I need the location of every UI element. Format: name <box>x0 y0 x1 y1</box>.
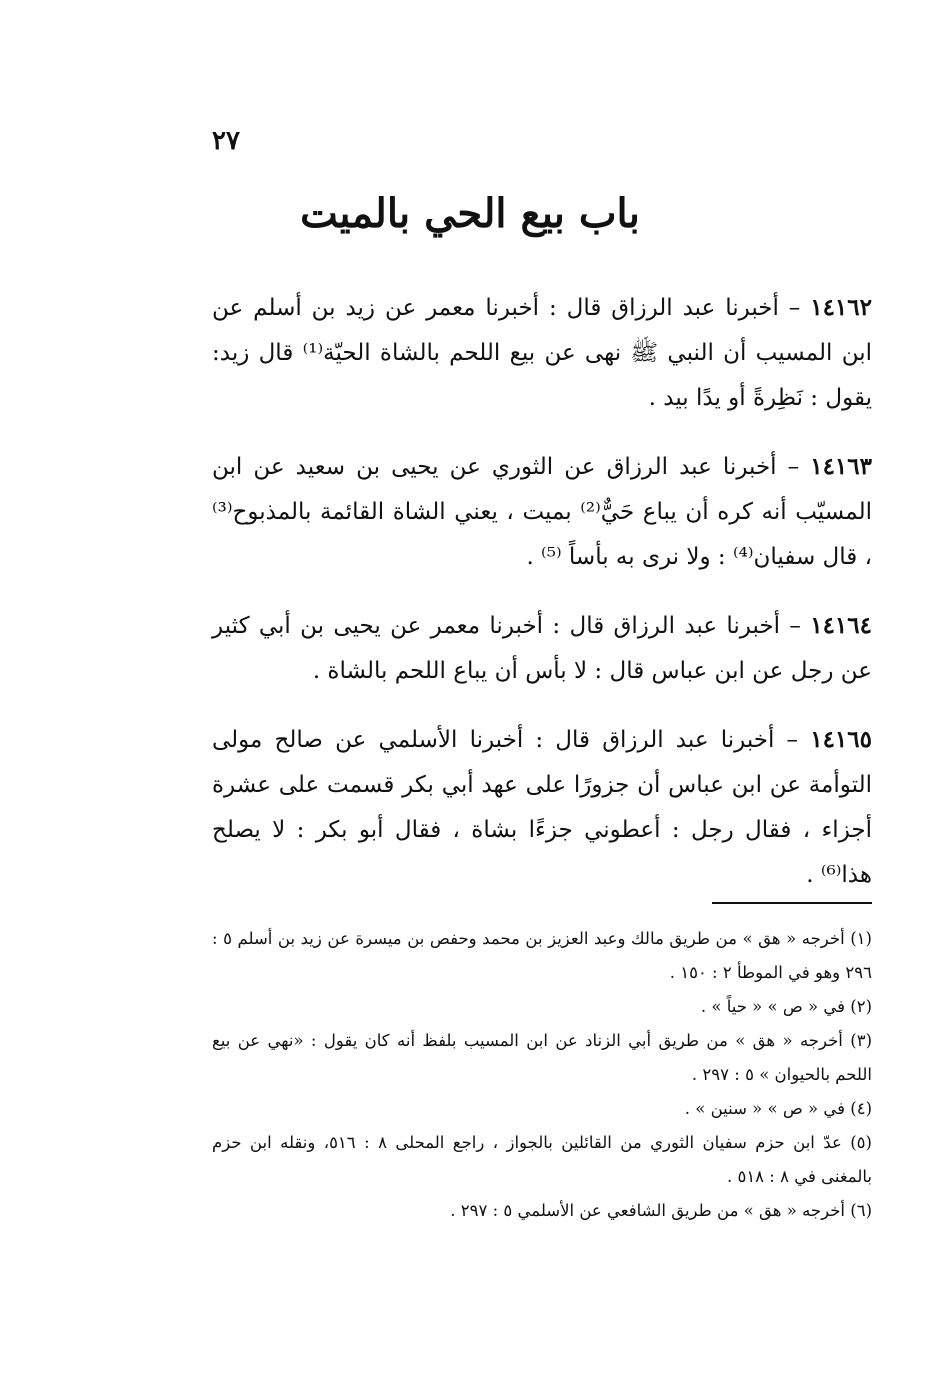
hadith-text: – أخبرنا عبد الرزاق قال : أخبرنا معمر عن يحيى بن أبي كثير عن رجل عن ابن عباس قال : لا بأس أن يباع اللحم بالشاة . <box>212 613 872 684</box>
footnote: (١) أخرجه « هق » من طريق مالك وعبد العزيز بن محمد وحفص بن ميسرة عن زيد بن أسلم ٥ : ٢٩٦ وهو في الموطأ ٢ : ١٥٠ . <box>212 929 872 982</box>
hadith-number: ١٤١٦٣ <box>810 453 872 480</box>
hadith-text: – أخبرنا عبد الرزاق قال : أخبرنا الأسلمي عن صالح مولى التوأمة عن ابن عباس أن جزورًا على عهد أبي بكر قسمت على عشرة أجزاء ، فقال رجل : أعطوني جزءًا بشاة ، فقال أبو بكر : لا يصلح هذا⁽⁶⁾ . <box>212 727 872 888</box>
footnote: (٥) عدّ ابن حزم سفيان الثوري من القائلين بالجواز ، راجع المحلى ٨ : ٥١٦، ونقله ابن حزم بالمغنى في ٨ : ٥١٨ . <box>212 1133 872 1186</box>
footnotes <box>212 922 872 1228</box>
hadith-paragraph <box>212 603 872 694</box>
footnote: (٢) في « ص » « حياً » . <box>700 997 872 1016</box>
hadith-paragraph <box>212 285 872 421</box>
hadith-text: – أخبرنا عبد الرزاق عن الثوري عن يحيى بن سعيد عن ابن المسيّب أنه كره أن يباع حَيٌّ⁽²⁾ بميت ، يعني الشاة القائمة بالمذبوح⁽³⁾ ، قال سفيان⁽⁴⁾ : ولا نرى به بأساً ⁽⁵⁾ . <box>212 454 872 570</box>
footnote-divider <box>712 902 872 904</box>
footnote: (٤) في « ص » « سنين » . <box>684 1099 872 1118</box>
page-number: ٢٧ <box>212 126 240 156</box>
hadith-paragraph <box>212 444 872 580</box>
hadith-number: ١٤١٦٢ <box>810 294 872 321</box>
hadith-text: – أخبرنا عبد الرزاق قال : أخبرنا معمر عن زيد بن أسلم عن ابن المسيب أن النبي ﷺ نهى عن بيع اللحم بالشاة الحيّة⁽¹⁾ قال زيد: يقول : نَظِرةً أو يدًا بيد . <box>212 295 872 411</box>
chapter-title: باب بيع الحي بالميت <box>300 190 640 237</box>
footnote: (٦) أخرجه « هق » من طريق الشافعي عن الأسلمي ٥ : ٢٩٧ . <box>450 1201 872 1220</box>
hadith-number: ١٤١٦٥ <box>810 726 872 753</box>
footnote: (٣) أخرجه « هق » من طريق أبي الزناد عن ابن المسيب بلفظ أنه كان يقول : «نهي عن بيع اللحم بالحيوان » ٥ : ٢٩٧ . <box>212 1031 872 1084</box>
hadith-number: ١٤١٦٤ <box>810 612 872 639</box>
hadith-paragraph <box>212 717 872 898</box>
hadith-list <box>212 262 872 920</box>
